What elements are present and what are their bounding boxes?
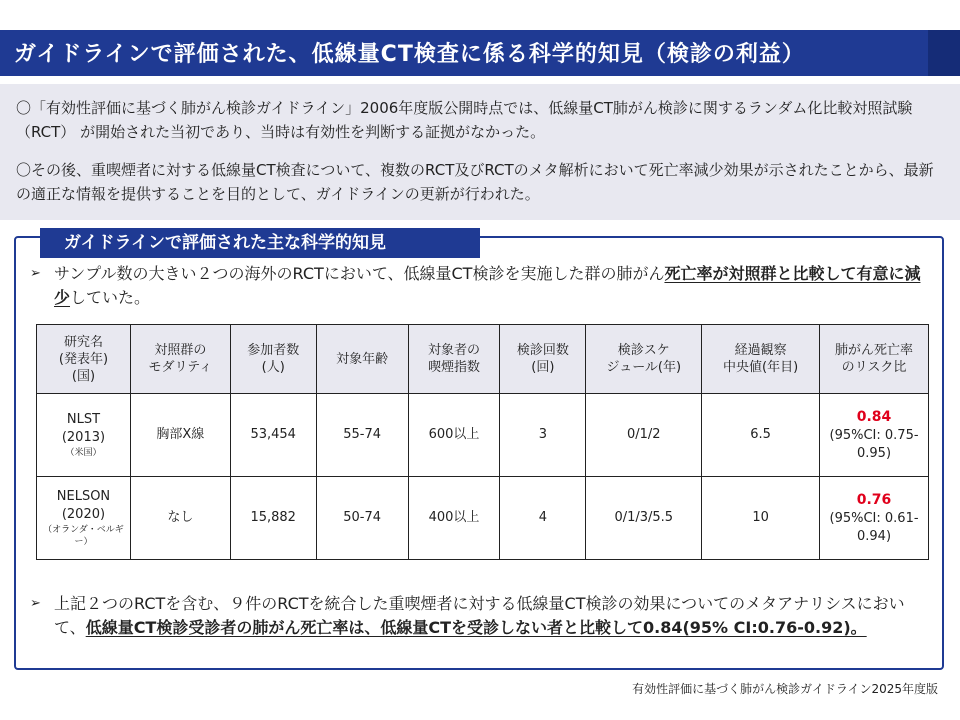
cell-participants: 15,882 (230, 477, 316, 560)
title-bar (0, 30, 960, 76)
cell-modality: 胸部X線 (130, 394, 230, 477)
risk-ratio: 0.76 (856, 491, 892, 508)
header-schedule-text: 検診スケ ジュール(年) (606, 343, 682, 375)
table-header-row (37, 325, 929, 394)
header-participants (230, 325, 316, 394)
title-accent (928, 30, 960, 76)
bullet-arrow-icon: ➢ (30, 596, 41, 611)
study-name: NLST (66, 412, 101, 427)
header-risk-text: 肺がん死亡率 のリスク比 (835, 343, 914, 375)
bullet1-tail: していた。 (70, 288, 151, 307)
cell-schedule: 0/1/3/5.5 (586, 477, 702, 560)
summary-paragraph-1: 〇「有効性評価に基づく肺がん検診ガイドライン」2006年度版公開時点では、低線量CT肺がん検診に関するランダム化比較対照試験（RCT） が開始された当初であり、当時は有効性を判断する証拠がなかった。 (16, 99, 913, 141)
bullet1-emphasis: 死亡率が対照群と比較して有意に減少 (54, 264, 921, 307)
header-count (500, 325, 586, 394)
risk-ratio: 0.84 (856, 408, 892, 425)
cell-age: 55-74 (316, 394, 408, 477)
rct-table (36, 324, 929, 560)
header-age-text: 対象年齢 (336, 351, 389, 367)
risk-ci: (95%CI: 0.61- 0.94) (829, 510, 919, 544)
study-name: NELSON (56, 489, 111, 504)
header-count-text: 検診回数 (回) (516, 343, 569, 375)
study-country: （オランダ・ベルギー） (43, 525, 124, 547)
cell-smoking: 600以上 (408, 394, 500, 477)
summary-box (0, 84, 960, 220)
table-row (37, 394, 929, 477)
cell-followup: 6.5 (702, 394, 820, 477)
cell-participants: 53,454 (230, 394, 316, 477)
cell-age: 50-74 (316, 477, 408, 560)
cell-count: 3 (500, 394, 586, 477)
header-followup (702, 325, 820, 394)
cell-followup: 10 (702, 477, 820, 560)
summary-paragraph-2: 〇その後、重喫煙者に対する低線量CT検査について、複数のRCT及びRCTのメタ解析において死亡率減少効果が示されたことから、最新の適正な情報を提供することを目的として、ガイドラインの更新が行われた。 (16, 161, 934, 203)
cell-modality: なし (130, 477, 230, 560)
header-modality (130, 325, 230, 394)
panel-header: ガイドラインで評価された主な科学的知見 (40, 228, 480, 258)
page-title: ガイドラインで評価された、低線量CT検査に係る科学的知見（検診の利益） (14, 42, 805, 67)
risk-ci: (95%CI: 0.75- 0.95) (829, 427, 919, 461)
header-smoking-text: 対象者の 喫煙指数 (427, 343, 480, 375)
bullet-meta-analysis (30, 592, 930, 640)
header-modality-text: 対照群の モダリティ (148, 343, 213, 375)
bullet2-emphasis: 低線量CT検診受診者の肺がん死亡率は、低線量CTを受診しない者と比較して0.84(95% CI:0.76-0.92)。 (85, 618, 867, 637)
header-study-text: 研究名 (発表年) (国) (58, 334, 109, 384)
cell-study (37, 477, 131, 560)
bullet2-text: 上記２つのRCTを含む、９件のRCTを統合した重喫煙者に対する低線量CT検診の効果についてのメタアナリシスにおいて、 (54, 594, 905, 637)
cell-risk (820, 394, 929, 477)
source-citation: 有効性評価に基づく肺がん検診ガイドライン2025年度版 (632, 682, 938, 696)
bullet-text (54, 262, 930, 310)
cell-schedule: 0/1/2 (586, 394, 702, 477)
cell-study (37, 394, 131, 477)
header-participants-text: 参加者数 (人) (247, 343, 300, 375)
study-year: (2013) (61, 430, 106, 445)
cell-smoking: 400以上 (408, 477, 500, 560)
header-schedule (586, 325, 702, 394)
bullet-text (54, 592, 930, 640)
header-followup-text: 経過観察 中央値(年目) (723, 343, 799, 375)
header-age (316, 325, 408, 394)
header-smoking (408, 325, 500, 394)
bullet1-text: サンプル数の大きい２つの海外のRCTにおいて、低線量CT検診を実施した群の肺がん (54, 264, 665, 283)
study-year: (2020) (61, 507, 106, 522)
header-study (37, 325, 131, 394)
cell-risk (820, 477, 929, 560)
cell-count: 4 (500, 477, 586, 560)
study-country: （米国） (65, 448, 102, 458)
bullet-rct-findings (30, 262, 930, 310)
table-row (37, 477, 929, 560)
bullet-arrow-icon: ➢ (30, 266, 41, 281)
header-risk (820, 325, 929, 394)
